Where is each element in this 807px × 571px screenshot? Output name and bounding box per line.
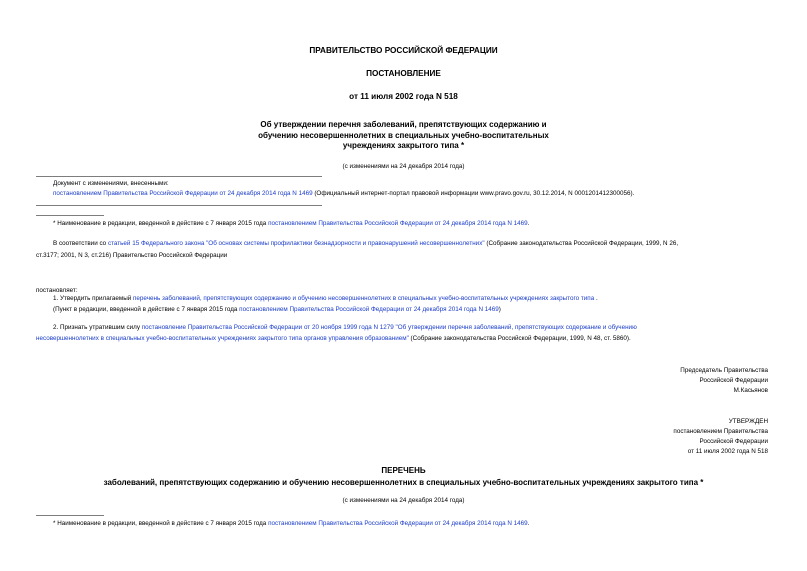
amendments-label: Документ с изменениями, внесенными: — [53, 180, 169, 187]
footnote-1-link[interactable]: постановлением Правительства Российской Федерации от 24 декабря 2014 года N 1469 — [268, 220, 528, 227]
item-2-line-2 — [36, 334, 771, 344]
amendment-source: (Официальный интернет-портал правовой информации www.pravo.gov.ru, 30.12.2014, N 0001201412300056). — [312, 190, 635, 197]
item-2-line-1 — [53, 323, 771, 333]
item-1-note-pre: (Пункт в редакции, введенной в действие с 7 января 2015 года — [53, 306, 240, 313]
list-title: ПЕРЕЧЕНЬ — [381, 466, 426, 475]
footnote-2-end: . — [527, 520, 530, 527]
item-1-note-link[interactable]: постановлением Правительства Российской Федерации от 24 декабря 2014 года N 1469 — [239, 306, 499, 313]
signature-line-3: М.Касьянов — [733, 387, 768, 394]
approved-line-3: Российской Федерации — [699, 438, 768, 445]
preamble-line-1 — [53, 239, 771, 249]
signature-line-2: Российской Федерации — [699, 377, 768, 384]
approved-line-2: постановлением Правительства — [673, 428, 768, 435]
preamble-pre: В соответствии со — [53, 240, 108, 247]
item-1-list-link[interactable]: перечень заболеваний, препятствующих содержанию и обучению несовершеннолетних в специальных учебно-воспитательных учреждениях закрытого типа — [133, 295, 595, 302]
item-2-pre: 2. Признать утратившим силу — [53, 324, 142, 331]
approved-line-1: УТВЕРЖДЕН — [728, 418, 768, 425]
footnote-2-link[interactable]: постановлением Правительства Российской Федерации от 24 декабря 2014 года N 1469 — [268, 520, 528, 527]
item-1 — [53, 294, 771, 304]
preamble-line-2: ст.3177; 2001, N 3, ст.216) Правительство Российской Федерации — [36, 252, 228, 259]
amendments-top-rule — [36, 176, 322, 177]
item-1-pre: 1. Утвердить прилагаемый — [53, 295, 134, 302]
amendments-bottom-rule — [36, 205, 322, 206]
item-1-note — [53, 305, 771, 315]
amendment-link[interactable]: постановлением Правительства Российской Федерации от 24 декабря 2014 года N 1469 — [53, 190, 313, 197]
footnote-1-end: . — [527, 220, 530, 227]
footnote-2-rule — [36, 515, 104, 516]
changes-note: (с изменениями на 24 декабря 2014 года) — [342, 163, 465, 170]
footnote-1 — [53, 219, 793, 228]
approved-block — [500, 417, 768, 457]
federal-law-link[interactable]: статьей 15 Федерального закона "Об основах системы профилактики безнадзорности и правонарушений несовершеннолетних" — [107, 240, 485, 247]
title-line-1: Об утверждении перечня заболеваний, препятствующих содержанию и — [260, 120, 547, 129]
government-heading: ПРАВИТЕЛЬСТВО РОССИЙСКОЙ ФЕДЕРАЦИИ — [309, 46, 498, 55]
document-title — [0, 120, 807, 152]
footnote-2 — [53, 519, 793, 528]
repealed-resolution-link-cont[interactable]: несовершеннолетних в специальных учебно-воспитательных учреждениях закрытого типа органов управления образованием" — [36, 335, 409, 342]
resolves-text: постановляет: — [36, 287, 78, 294]
repealed-resolution-link[interactable]: постановление Правительства Российской Федерации от 20 ноября 1999 года N 1279 "Об утверждении перечня заболеваний, препятствующих содержание и обучению — [141, 324, 637, 331]
item-1-end: . — [594, 295, 598, 302]
preamble-tail: (Собрание законодательства Российской Федерации, 1999, N 26, — [484, 240, 679, 247]
item-1-note-end: ) — [498, 306, 501, 313]
date-number-heading: от 11 июля 2002 года N 518 — [349, 92, 458, 101]
approved-line-4: от 11 июля 2002 года N 518 — [687, 448, 768, 455]
doc-type-heading: ПОСТАНОВЛЕНИЕ — [366, 69, 441, 78]
list-subtitle: заболеваний, препятствующих содержанию и обучению несовершеннолетних в специальных учебно-воспитательных учреждениях закрытого типа * — [103, 478, 704, 487]
footnote-2-text: * Наименование в редакции, введенной в действие с 7 января 2015 года — [53, 520, 269, 527]
signature-block — [500, 366, 768, 396]
list-changes-note: (с изменениями на 24 декабря 2014 года) — [342, 497, 465, 504]
footnote-1-text: * Наименование в редакции, введенной в действие с 7 января 2015 года — [53, 220, 269, 227]
amendments-entry — [53, 189, 793, 198]
item-2-tail: (Собрание законодательства Российской Федерации, 1999, N 48, ст. 5860). — [408, 335, 631, 342]
title-line-3: учреждениях закрытого типа * — [342, 141, 465, 150]
footnote-1-rule — [36, 215, 104, 216]
signature-line-1: Председатель Правительства — [680, 367, 768, 374]
title-line-2: обучению несовершеннолетних в специальных учебно-воспитательных — [258, 130, 549, 140]
